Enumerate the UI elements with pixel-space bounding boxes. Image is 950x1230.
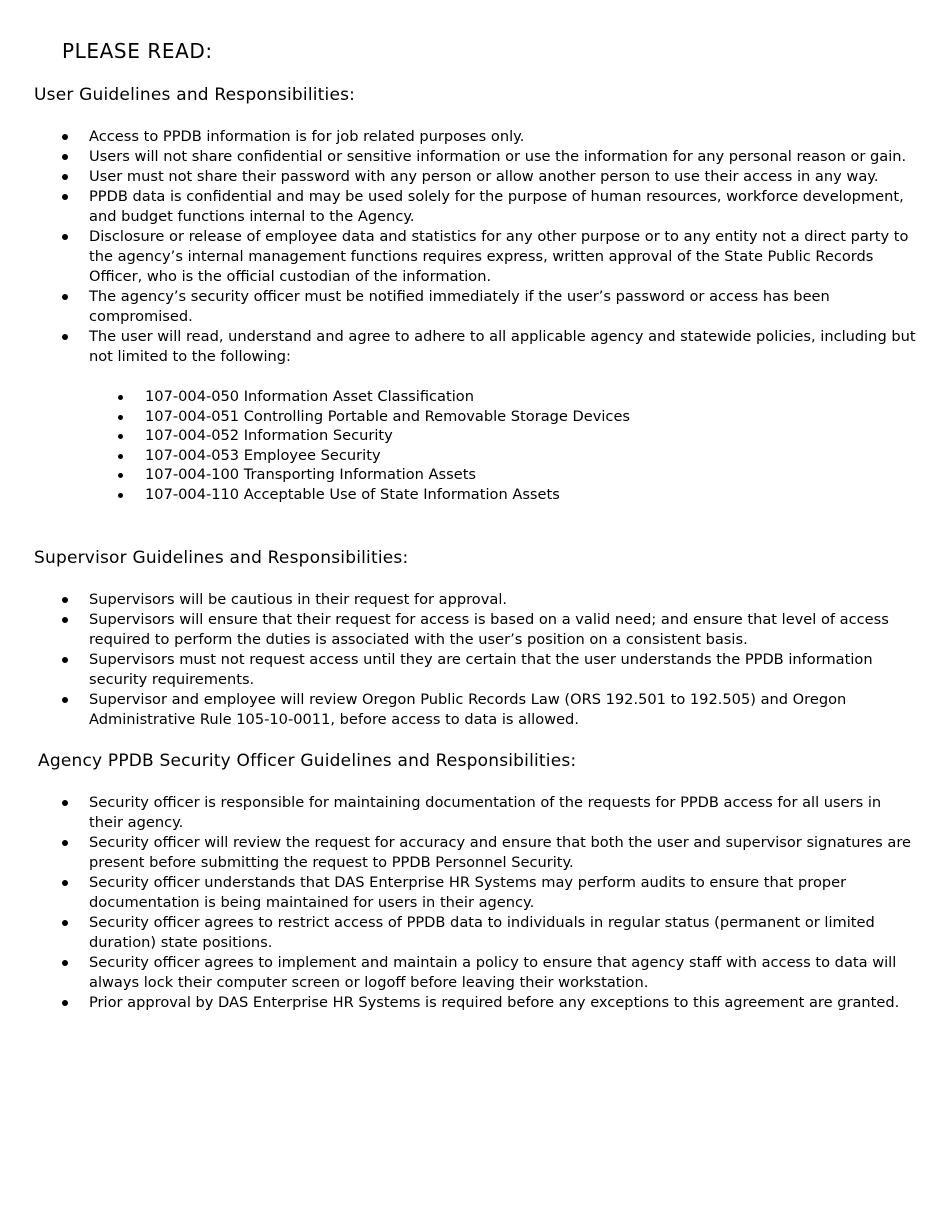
list-item: Prior approval by DAS Enterprise HR Systems is required before any exceptions to this agreement are granted. bbox=[0, 993, 917, 1013]
policies-intro-text: The user will read, understand and agree to adhere to all applicable agency and statewide policies, including but not limited to the following: bbox=[89, 328, 916, 365]
list-item: The agency’s security officer must be notified immediately if the user’s password or access has been compromised. bbox=[0, 287, 917, 327]
policy-item: 107-004-110 Acceptable Use of State Information Assets bbox=[89, 485, 917, 505]
user-guidelines-list bbox=[0, 127, 917, 505]
list-item: Security officer will review the request for accuracy and ensure that both the user and supervisor signatures are present before submitting the request to PPDB Personnel Security. bbox=[0, 833, 917, 873]
list-item: Security officer agrees to restrict access of PPDB data to individuals in regular status (permanent or limited duration) state positions. bbox=[0, 913, 917, 953]
list-item: Security officer agrees to implement and maintain a policy to ensure that agency staff with access to data will always lock their computer screen or logoff before leaving their workstation. bbox=[0, 953, 917, 993]
policy-item: 107-004-100 Transporting Information Assets bbox=[89, 465, 917, 485]
list-item: PPDB data is confidential and may be used solely for the purpose of human resources, workforce development, and budget functions internal to the Agency. bbox=[0, 187, 917, 227]
policy-item: 107-004-051 Controlling Portable and Removable Storage Devices bbox=[89, 407, 917, 427]
supervisor-guidelines-list bbox=[0, 590, 917, 730]
list-item: Disclosure or release of employee data and statistics for any other purpose or to any entity not a direct party to the agency’s internal management functions requires express, written approval of the State Public Records Officer, who is the official custodian of the information. bbox=[0, 227, 917, 287]
list-item: Supervisors must not request access until they are certain that the user understands the PPDB information security requirements. bbox=[0, 650, 917, 690]
policy-item: 107-004-050 Information Asset Classification bbox=[89, 387, 917, 407]
security-officer-guidelines-list bbox=[0, 793, 917, 1013]
list-item: Access to PPDB information is for job related purposes only. bbox=[0, 127, 917, 147]
list-item: User must not share their password with any person or allow another person to use their access in any way. bbox=[0, 167, 917, 187]
policy-item: 107-004-053 Employee Security bbox=[89, 446, 917, 466]
list-item: Supervisors will be cautious in their request for approval. bbox=[0, 590, 917, 610]
list-item: Security officer is responsible for maintaining documentation of the requests for PPDB access for all users in their agency. bbox=[0, 793, 917, 833]
policy-item: 107-004-052 Information Security bbox=[89, 426, 917, 446]
list-item: Users will not share confidential or sensitive information or use the information for any personal reason or gain. bbox=[0, 147, 917, 167]
supervisor-guidelines-heading: Supervisor Guidelines and Responsibilities: bbox=[34, 548, 409, 568]
list-item-policies bbox=[0, 327, 917, 505]
policy-list bbox=[89, 387, 917, 505]
user-guidelines-heading: User Guidelines and Responsibilities: bbox=[34, 85, 356, 105]
list-item: Supervisors will ensure that their request for access is based on a valid need; and ensure that level of access required to perform the duties is associated with the user’s position on a consistent basis. bbox=[0, 610, 917, 650]
page-title: PLEASE READ: bbox=[62, 39, 213, 63]
list-item: Supervisor and employee will review Oregon Public Records Law (ORS 192.501 to 192.505) and Oregon Administrative Rule 105-10-0011, before access to data is allowed. bbox=[0, 690, 917, 730]
list-item: Security officer understands that DAS Enterprise HR Systems may perform audits to ensure that proper documentation is being maintained for users in their agency. bbox=[0, 873, 917, 913]
security-officer-guidelines-heading: Agency PPDB Security Officer Guidelines and Responsibilities: bbox=[38, 751, 577, 771]
